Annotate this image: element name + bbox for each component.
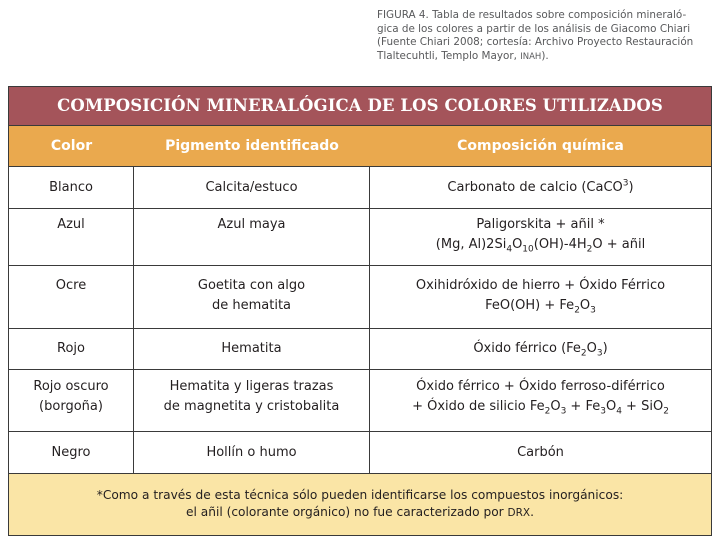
cell-text: Hollín o humo [206,445,297,460]
table-row [9,329,711,370]
cell-text: (borgoña) [39,399,103,414]
formula-sub: 10 [522,244,534,255]
table-row [9,370,711,432]
cell-composition [370,266,711,328]
table-title: COMPOSICIÓN MINERALÓGICA DE LOS COLORES UTILIZADOS [9,87,711,126]
cell-text: Rojo oscuro [33,379,109,394]
formula-sub: 3 [600,406,606,417]
formula-sub: 4 [506,244,513,255]
formula-part: O [605,399,617,414]
formula-part: O [586,341,597,356]
formula-part: O [512,237,523,252]
cell-text: Calcita/estuco [205,180,298,195]
cell-composition [370,329,711,369]
formula-part: ) [602,341,608,356]
formula-sub: 3 [590,305,596,316]
cell-composition [370,370,711,431]
formula-part: (Mg, Al)2Si [435,237,507,252]
cell-color [9,167,134,208]
table-row [9,266,711,329]
cell-pigment [134,370,370,431]
formula-sub: 4 [616,406,622,417]
formula-part: Carbonato de calcio (CaCO [447,180,623,195]
cell-color [9,329,134,369]
formula-part: + SiO [621,399,664,414]
formula-sub: 3 [560,406,567,417]
table-row [9,167,711,209]
formula-sub: 2 [544,406,551,417]
cell-text [473,339,607,359]
cell-text [447,178,633,198]
formula-part: (OH)-4H [533,237,587,252]
formula-part: O [579,298,591,313]
header-color: Color [50,138,93,154]
header-pigment: Pigmento identificado [165,138,339,154]
cell-color [9,209,134,265]
cell-text: Carbón [517,445,564,460]
formula-sub: 3 [596,348,603,359]
cell-text: Paligorskita + añil * [476,217,605,232]
cell-text: Azul maya [217,217,286,232]
cell-text [436,235,645,255]
cell-text: Goetita con algo [197,278,306,293]
cell-text: Hematita y ligeras trazas [169,379,334,394]
formula-part: + Óxido de silicio Fe [412,399,545,414]
cell-composition [370,167,711,208]
cell-pigment [134,266,370,328]
composition-table [8,86,712,536]
cell-text: Rojo [57,341,85,356]
cell-text: de magnetita y cristobalita [163,399,340,414]
formula-sub: 2 [586,244,593,255]
footnote-text: . [530,505,534,519]
cell-text: Azul [57,217,85,232]
cell-composition [370,209,711,265]
formula-part: Óxido férrico (Fe [473,341,581,356]
cell-pigment [134,432,370,473]
formula-part: + Fe [566,399,601,414]
cell-pigment [134,209,370,265]
figure-caption [377,9,717,64]
caption-line: FIGURA 4. Tabla de resultados sobre composición mineraló- [377,9,687,21]
caption-text: ). [541,49,549,62]
caption-text-smallcaps: INAH [520,51,542,62]
cell-text: Óxido férrico + Óxido ferroso-diférrico [416,379,665,394]
cell-text [485,296,596,316]
table-row [9,432,711,474]
cell-text: de hematita [211,298,292,313]
formula-sub: 2 [580,348,587,359]
header-composition: Composición química [457,138,624,154]
formula-sup: 3 [622,178,629,189]
cell-text: Negro [51,445,91,460]
formula-part: FeO(OH) + Fe [485,298,575,313]
cell-text: Ocre [55,278,87,293]
caption-line: (Fuente Chiari 2008; cortesía: Archivo Proyecto Restauración [377,36,694,48]
table-footnote [9,474,711,535]
caption-line: gica de los colores a partir de los análisis de Giacomo Chiari [377,22,691,35]
cell-composition [370,432,711,473]
footnote-text: el añil (colorante orgánico) no fue caracterizado por [186,505,508,519]
caption-text: Tlaltecuhtli, Templo Mayor, [377,49,521,62]
formula-part: O + añil [592,237,646,252]
table-header-row [9,126,711,167]
footnote-text-smallcaps: DRX [507,507,531,519]
cell-text [412,397,669,417]
cell-color [9,370,134,431]
cell-pigment [134,329,370,369]
cell-text: Hematita [221,341,282,356]
formula-sub: 2 [663,406,669,417]
cell-color [9,432,134,473]
footnote-line [9,504,711,522]
footnote-line: *Como a través de esta técnica sólo pueden identificarse los compuestos inorgánicos: [96,488,624,502]
cell-text: Oxihidróxido de hierro + Óxido Férrico [415,278,666,293]
cell-color [9,266,134,328]
formula-part: O [550,399,561,414]
caption-line [377,50,717,65]
table-row [9,209,711,266]
cell-pigment [134,167,370,208]
formula-sub: 2 [574,305,580,316]
cell-text: Blanco [49,180,93,195]
formula-part: ) [628,180,634,195]
